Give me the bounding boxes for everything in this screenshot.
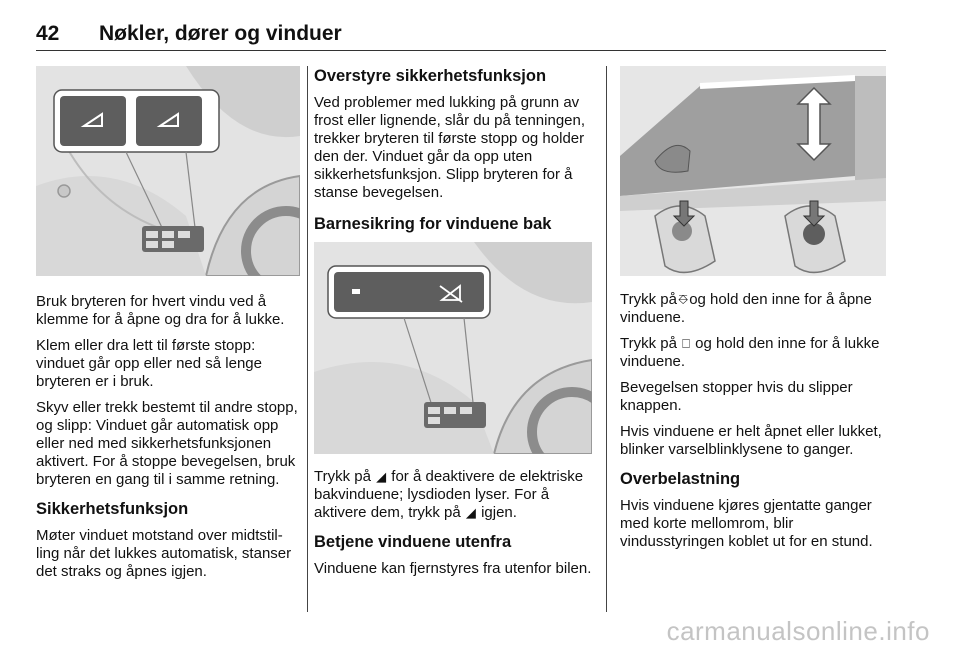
paragraph-overload: Hvis vinduene kjøres gjentatte ganger med korte mellomrom, blir vindusstyringen koblet ut for en stund. [620,497,873,550]
paragraph-safety-function: Møter vinduet motstand over midtstilling når det lukkes automatisk, stanser det straks og åpnes igjen. [36,527,292,580]
column-3 [620,66,888,559]
column-1 [36,66,300,589]
page-title: Nøkler, dører og vinduer [99,22,342,45]
unlock-icon: ⎑ [677,292,689,307]
heading-child-lock: Barnesikring for vinduene bak [314,215,552,233]
heading-override-safety: Overstyre sikkerhetsfunksjon [314,67,547,85]
column-divider-1 [307,66,308,612]
page-number: 42 [36,22,60,45]
child-lock-illustration [314,242,592,454]
paragraph-stop-movement: Bevegelsen stopper hvis du slipper knappen. [620,379,853,414]
paragraph-hazard-blink: Hvis vinduene er helt åpnet eller lukket, blinker varselblinklysene to ganger. [620,423,882,458]
heading-safety-function: Sikkerhetsfunksjon [36,500,189,518]
column-2 [314,66,594,586]
column-divider-2 [606,66,607,612]
heading-remote-operation: Betjene vinduene utenfra [314,533,512,551]
lock-icon: ⎕ [682,336,690,351]
paragraph-press-pull: Bruk bryteren for hvert vindu ved å klemme for å åpne og dra for å lukke. [36,293,285,328]
page-header [36,22,886,52]
child-lock-window-icon: ◢ [376,469,387,484]
heading-overload: Overbelastning [620,470,741,488]
paragraph-first-stop: Klem eller dra lett til første stopp: vinduet går opp eller ned så lenge bryteren er i bruk. [36,337,262,390]
paragraph-override-safety: Ved problemer med lukking på grunn av frost eller lignende, slår du på tenningen, trekker bryteren til første stopp og holder den der. Vinduet går da opp uten sikkerhetsfunksjon. Slipp bryteren for å stanse bevegelsen. [314,94,586,201]
window-switches-illustration [36,66,300,276]
watermark-url: carmanualsonline.info [666,616,930,646]
child-lock-window-icon: ◢ [465,505,476,520]
paragraph-second-stop: Skyv eller trekk bestemt til andre stopp, og slipp: Vinduet går automatisk opp eller ned med sikkerhetsfunksjonen aktivert. For å stoppe bevegelsen, bruk bryteren en gang til i samme retning. [36,399,298,488]
remote-window-illustration [620,66,886,276]
header-rule [36,50,886,51]
paragraph-child-lock: Trykk på ◢ for å deaktivere de elektriske bakvinduene; lysdioden lyser. For å aktivere dem, trykk på ◢ igjen. [314,468,584,521]
paragraph-open-remote: Trykk på⎑og hold den inne for å åpne vinduene. [620,291,872,326]
paragraph-remote-operation: Vinduene kan fjernstyres fra utenfor bilen. [314,560,592,577]
paragraph-close-remote: Trykk på ⎕ og hold den inne for å lukke vinduene. [620,335,880,370]
